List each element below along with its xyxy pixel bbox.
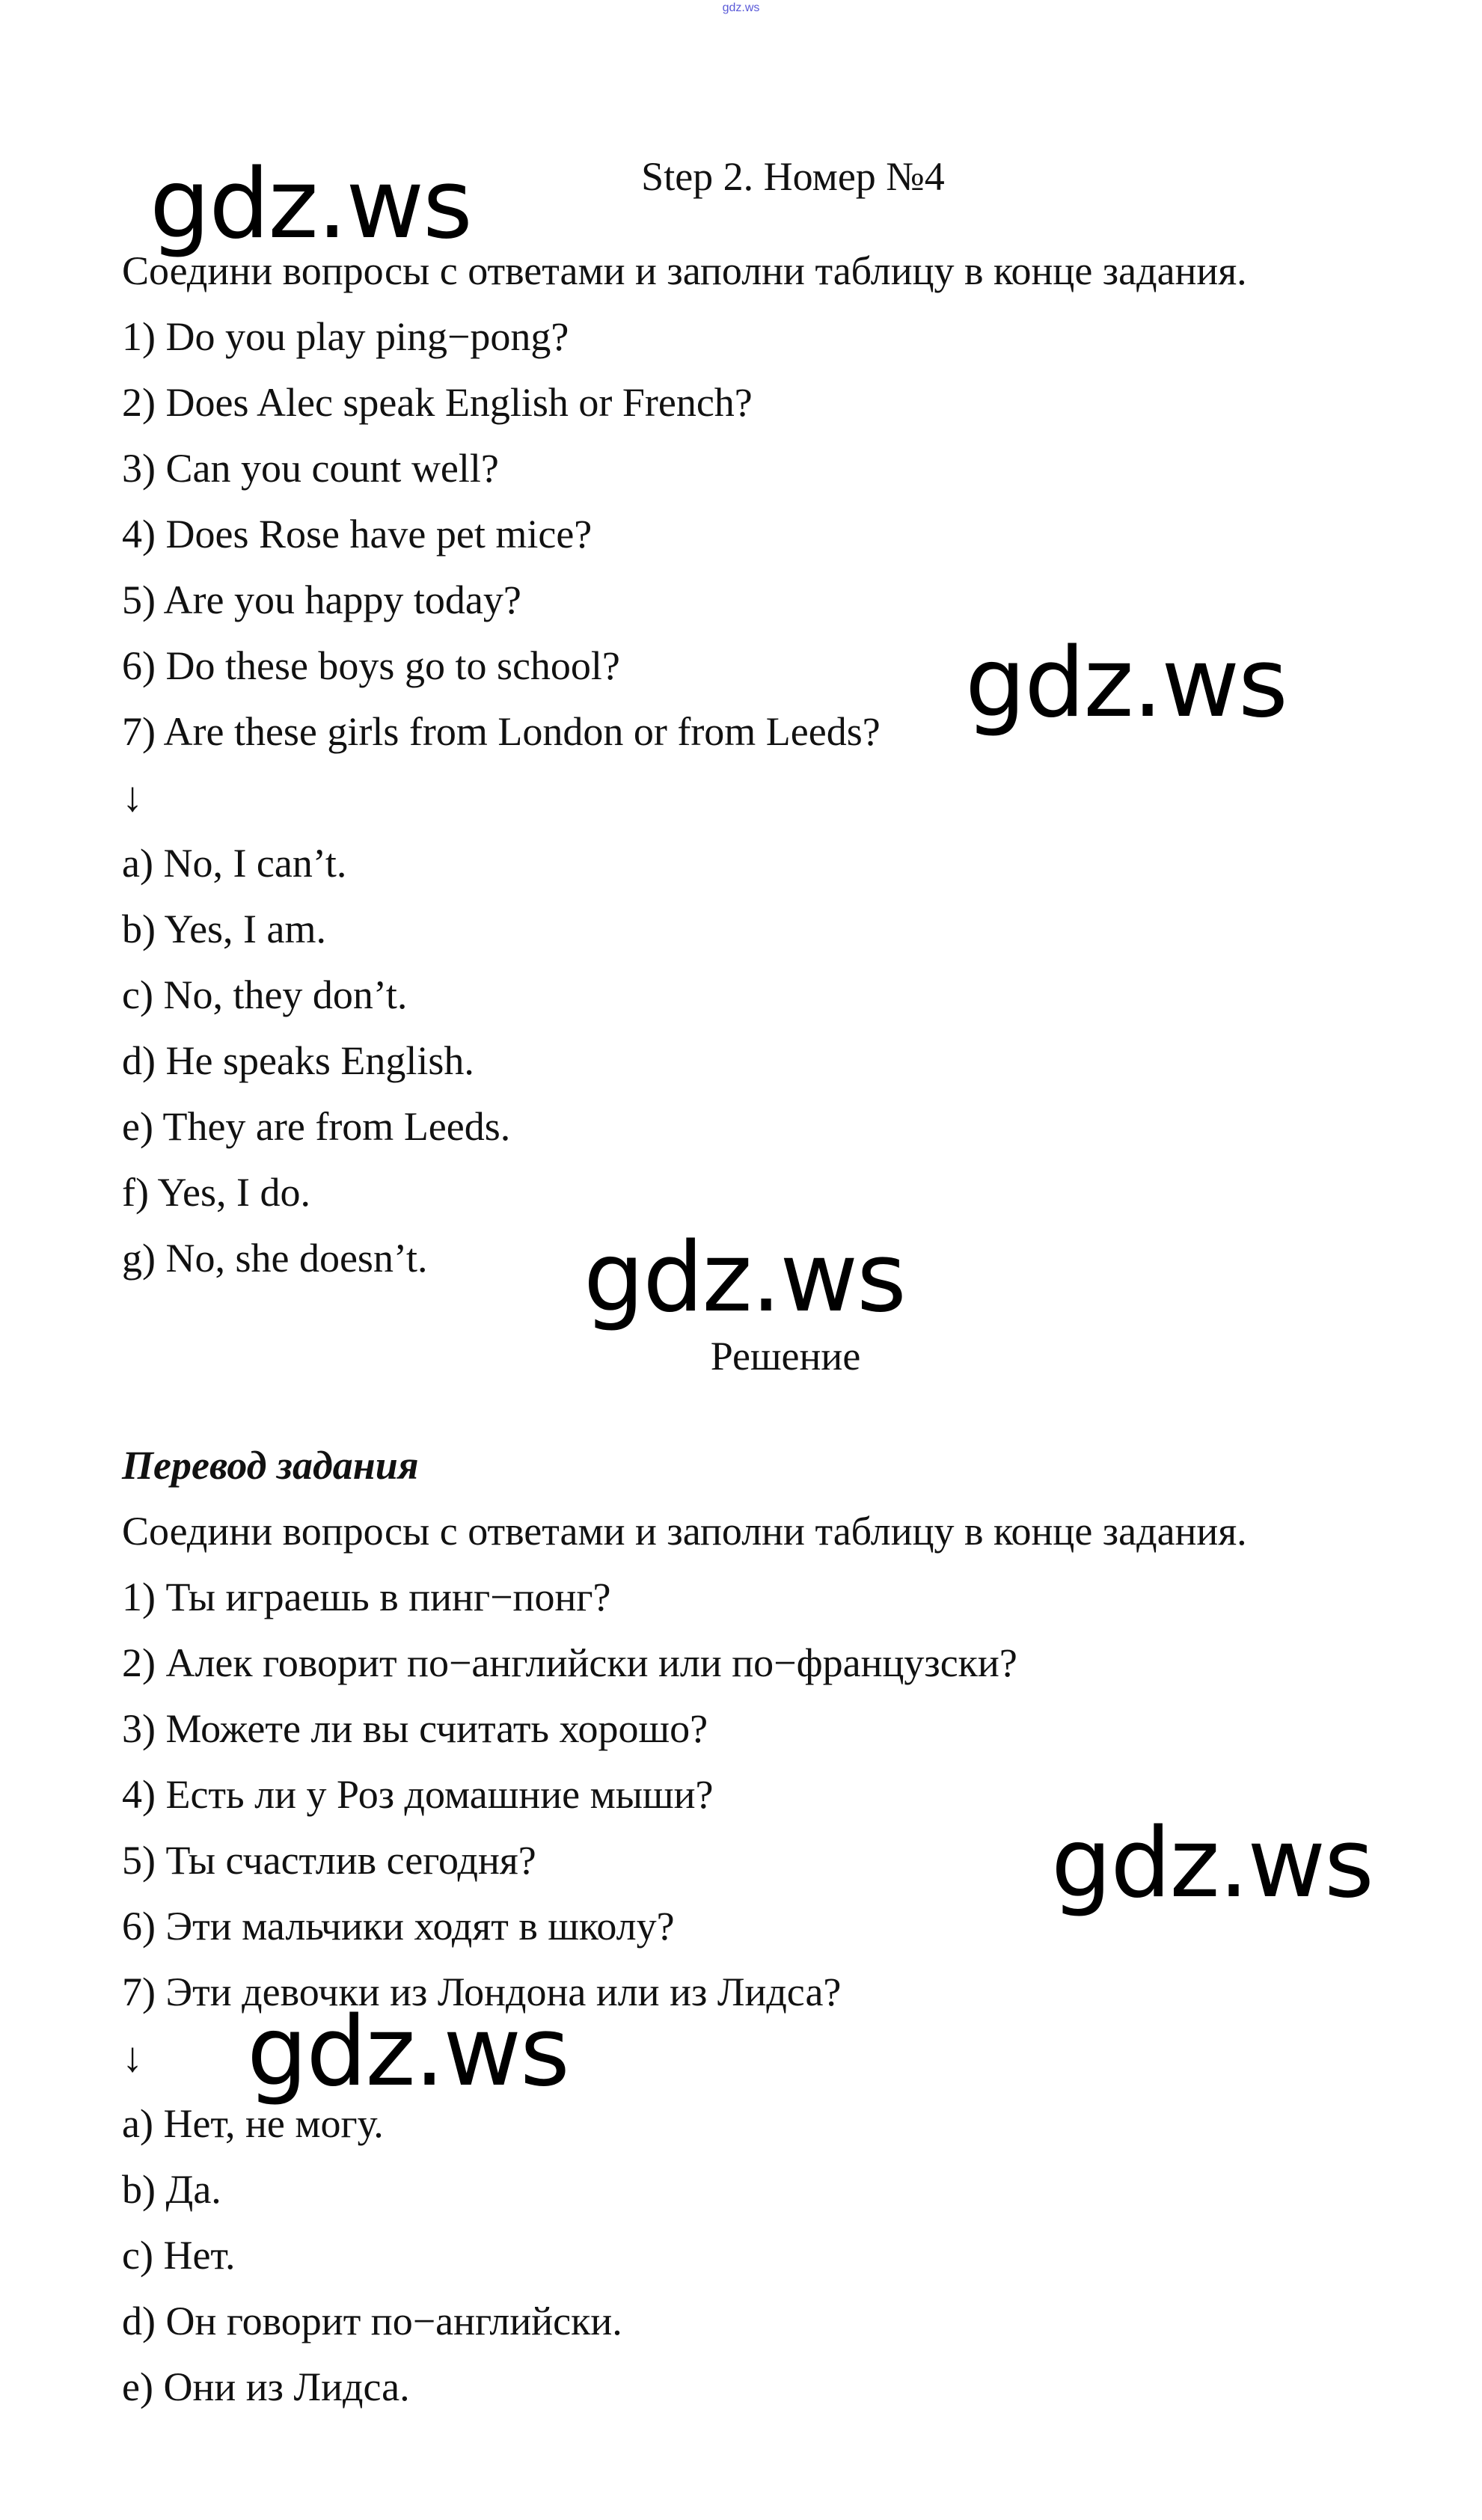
answer-item: c) No, they don’t. <box>122 972 408 1017</box>
answer-item: b) Yes, I am. <box>122 907 327 951</box>
down-arrow-icon: ↓ <box>122 774 143 821</box>
watermark: gdz.ws <box>1051 1808 1373 1919</box>
watermark: gdz.ws <box>965 628 1287 739</box>
translation-instruction: Соедини вопросы с ответами и заполни таблицу в конце задания. <box>122 1509 1247 1554</box>
question-item: 1) Do you play ping−pong? <box>122 314 569 359</box>
translated-answer-item: d) Он говорит по−английски. <box>122 2299 622 2343</box>
translated-question-item: 6) Эти мальчики ходят в школу? <box>122 1904 675 1949</box>
question-item: 4) Does Rose have pet mice? <box>122 512 593 557</box>
translated-answer-item: e) Они из Лидса. <box>122 2364 410 2409</box>
top-watermark: gdz.ws <box>722 1 760 14</box>
answer-item: a) No, I can’t. <box>122 841 347 886</box>
translation-section <box>122 1432 1424 2420</box>
translated-answer-item: b) Да. <box>122 2167 221 2212</box>
down-arrow-icon: ↓ <box>122 2035 143 2081</box>
question-item: 5) Are you happy today? <box>122 577 521 622</box>
question-item: 6) Do these boys go to school? <box>122 643 620 688</box>
translated-question-item: 2) Алек говорит по−английски или по−французски? <box>122 1640 1017 1685</box>
translated-question-item: 3) Можете ли вы считать хорошо? <box>122 1706 708 1751</box>
watermark: gdz.ws <box>584 1222 905 1334</box>
translated-question-item: 7) Эти девочки из Лондона или из Лидса? <box>122 1969 842 2014</box>
watermark: gdz.ws <box>247 1996 569 2108</box>
task-instruction: Соедини вопросы с ответами и заполни таблицу в конце задания. <box>122 248 1247 293</box>
watermark: gdz.ws <box>150 149 471 260</box>
answer-item: d) He speaks English. <box>122 1038 474 1083</box>
translated-answer-item: c) Нет. <box>122 2233 236 2278</box>
question-item: 3) Can you count well? <box>122 446 499 491</box>
question-item: 7) Are these girls from London or from Leeds? <box>122 709 881 754</box>
answer-item: e) They are from Leeds. <box>122 1104 511 1149</box>
solution-label: Решение <box>710 1334 861 1379</box>
translated-answer-item: a) Нет, не могу. <box>122 2101 384 2146</box>
translated-question-item: 1) Ты играешь в пинг−понг? <box>122 1575 611 1619</box>
answer-item: f) Yes, I do. <box>122 1170 311 1215</box>
question-item: 2) Does Alec speak English or French? <box>122 380 753 425</box>
translated-question-item: 5) Ты счастлив сегодня? <box>122 1838 536 1883</box>
translation-title: Перевод задания <box>122 1443 419 1488</box>
translated-question-item: 4) Есть ли у Роз домашние мыши? <box>122 1772 714 1817</box>
task-section <box>122 238 1424 1291</box>
answer-item: g) No, she doesn’t. <box>122 1236 428 1281</box>
page-title: Step 2. Номер №4 <box>641 154 945 199</box>
